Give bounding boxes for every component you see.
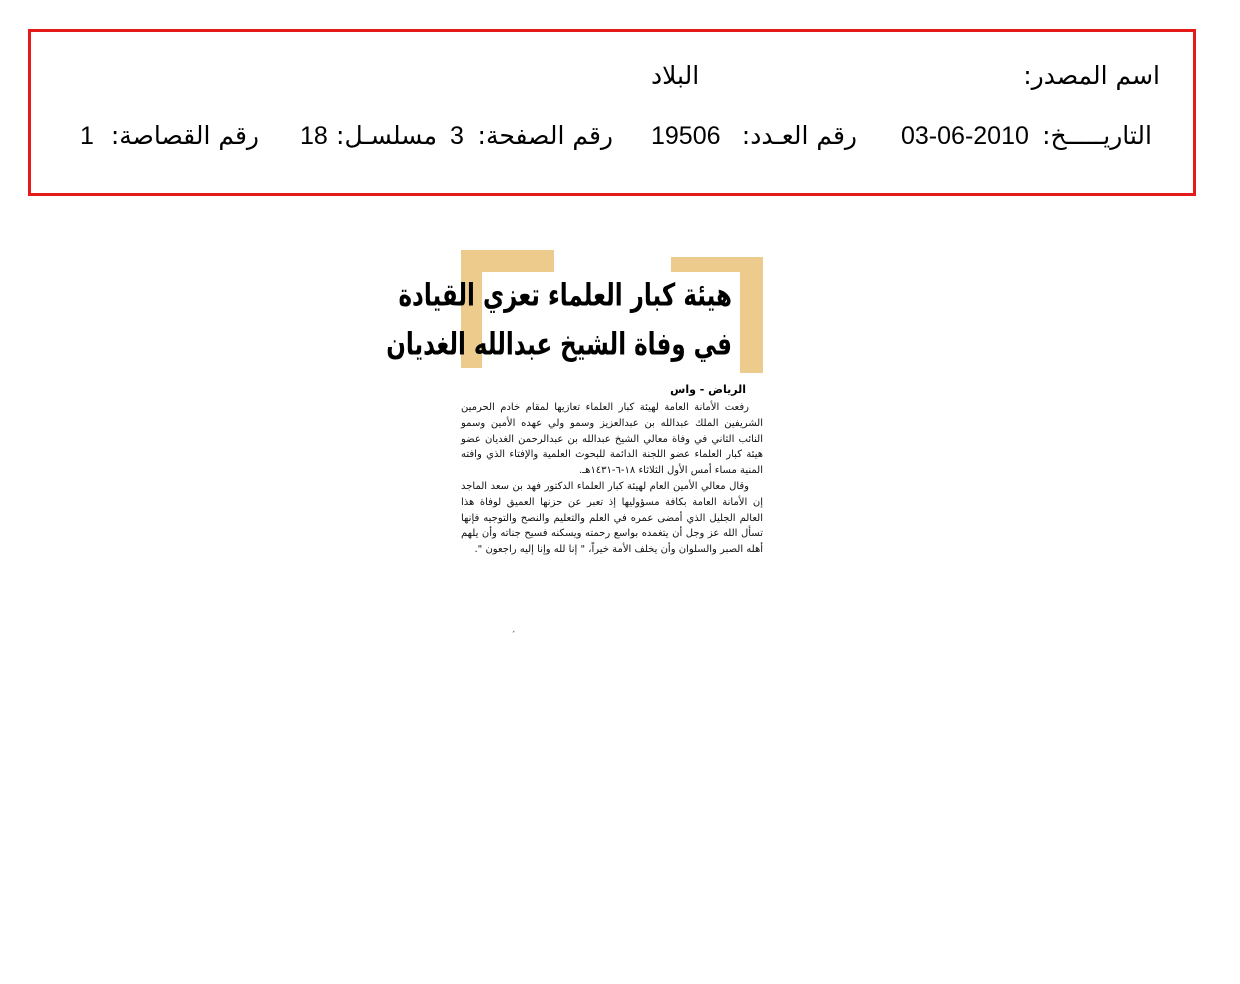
source-label: اسم المصدر: <box>1023 61 1160 90</box>
serial-value: 18 <box>300 122 328 150</box>
issue-value: 19506 <box>651 122 721 150</box>
date-label: التاريـــــخ: <box>1042 121 1152 150</box>
article-paragraph: رفعت الأمانة العامة لهيئة كبار العلماء تعازيها لمقام خادم الحرمين الشريفين الملك عبدالله بن عبدالعزيز وسمو ولي عهده الأمين وسمو النائب الثاني في وفاة معالي الشيخ عبدالله بن عبدالرحمن الغديان عضو هيئة كبار العلماء عضو اللجنة الدائمة للبحوث العلمية والإفتاء الذي وافته المنية مساء أمس الأول الثلاثاء ١٨-٦-١٤٣١هـ. <box>461 402 763 477</box>
source-value: البلاد <box>651 61 700 90</box>
headline-line-1: هيئة كبار العلماء تعزي القيادة <box>398 278 732 314</box>
clip-label: رقم القصاصة: <box>110 121 259 150</box>
print-mark: ´ <box>511 631 516 641</box>
article-paragraph: وقال معالي الأمين العام لهيئة كبار العلماء الدكتور فهد بن سعد الماجد إن الأمانة العامة بكافة مسؤوليها إذ تعبر عن حزنها العميق لوفاة هذا العالم الجليل الذي أمضى عمره في العلم والتعليم والنصح والتوجيه فإنها تسأل الله عز وجل أن يتغمده بواسع رحمته ويسكنه فسيح جناته وأن يلهم أهله الصبر والسلوان وأن يخلف الأمة خيراً، " إنا لله وإنا إليه راجعون ". <box>461 480 763 556</box>
metadata-frame <box>28 29 1196 196</box>
accent-bar-right <box>740 257 763 373</box>
newspaper-clipping <box>386 250 763 645</box>
serial-label: مسلسـل: <box>336 121 437 150</box>
issue-label: رقم العـدد: <box>741 121 857 150</box>
headline-panel <box>386 272 740 372</box>
page-value: 3 <box>450 122 464 150</box>
clip-value: 1 <box>80 122 94 150</box>
headline-line-2: في وفاة الشيخ عبدالله الغديان <box>386 327 732 363</box>
article-body <box>461 400 763 558</box>
page-label: رقم الصفحة: <box>477 121 613 150</box>
date-value: 03-06-2010 <box>901 122 1029 150</box>
dateline: الرياض - واس <box>670 383 746 396</box>
